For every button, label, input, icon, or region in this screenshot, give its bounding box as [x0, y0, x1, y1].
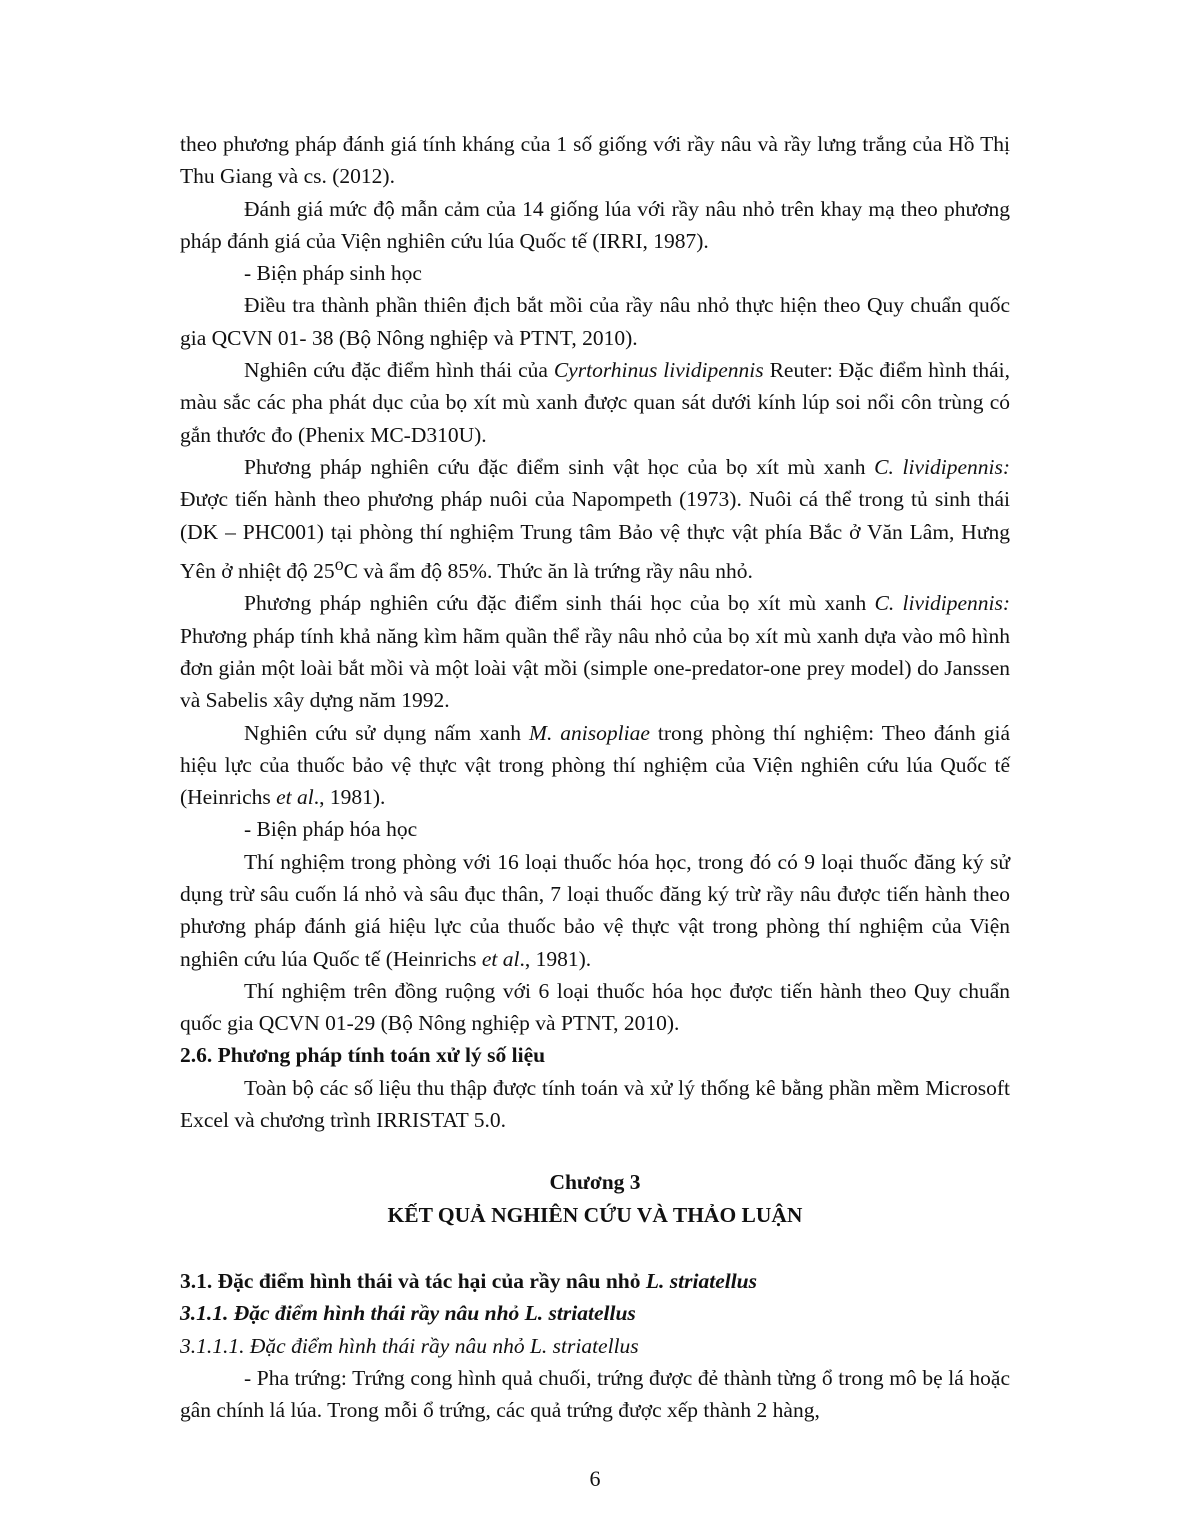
paragraph-text: theo phương pháp đánh giá tính kháng của 1 số giống với rầy nâu và rầy lưng trắng của Hồ Thị Thu Giang và cs. (2012). — [180, 132, 1010, 189]
paragraph-p8 — [180, 717, 1010, 814]
document-page — [180, 128, 1010, 1426]
paragraph-text: Được tiến hành theo phương pháp nuôi của Napompeth (1973). Nuôi cá thể trong tủ sinh thái (DK – PHC001) tại phòng thí nghiệm Trung tâm Bảo vệ thực vật phía Bắc ở Văn Lâm, Hưng Yên ở nhiệt độ 25 — [180, 487, 1010, 584]
paragraph-text: - Biện pháp hóa học — [244, 817, 418, 842]
paragraph-p2 — [180, 193, 1010, 258]
paragraph-text: trong phòng thí nghiệm: Theo đánh giá hiệu lực của thuốc bảo vệ thực vật trong phòng thí nghiệm của Viện nghiên cứu lúa Quốc tế (Heinrichs — [180, 720, 1010, 810]
paragraph-p5 — [180, 354, 1010, 451]
paragraph-text: - Biện pháp sinh học — [244, 261, 422, 286]
superscript-text: o — [334, 553, 344, 574]
methods-paragraphs — [180, 128, 1010, 1039]
italic-text: C. lividipennis: — [874, 591, 1010, 616]
italic-text: et al — [276, 785, 314, 810]
paragraph-text: Thí nghiệm trong phòng với 16 loại thuốc hóa học, trong đó có 9 loại thuốc đăng ký sử dụng trừ sâu cuốn lá nhỏ và sâu đục thân, 7 loại thuốc đăng ký trừ rầy nâu được tiến hành theo phương pháp đánh giá hiệu lực của thuốc bảo vệ thực vật trong phòng thí nghiệm của Viện nghiên cứu lúa Quốc tế (Heinrichs — [180, 849, 1010, 971]
section-3-1-heading-text: 3.1. Đặc điểm hình thái và tác hại của rầy nâu nhỏ — [180, 1268, 646, 1293]
paragraph-text: ., 1981). — [313, 785, 386, 810]
section-3-1-1-1-heading: 3.1.1.1. Đặc điểm hình thái rầy nâu nhỏ L. striatellus — [180, 1333, 639, 1358]
section-3-1-heading-species: L. striatellus — [645, 1268, 758, 1293]
paragraph-text: ., 1981). — [519, 946, 592, 971]
section-3-1-1-1-body: - Pha trứng: Trứng cong hình quả chuối, trứng được đẻ thành từng ổ trong mô bẹ lá hoặc gân chính lá lúa. Trong mỗi ổ trứng, các quả trứng được xếp thành 2 hàng, — [180, 1365, 1010, 1423]
paragraph-p3 — [180, 257, 1010, 289]
paragraph-text: C và ẩm độ 85%. Thức ăn là trứng rầy nâu nhỏ. — [343, 559, 753, 584]
chapter-title: KẾT QUẢ NGHIÊN CỨU VÀ THẢO LUẬN — [387, 1202, 803, 1227]
page-number: 6 — [589, 1466, 601, 1491]
paragraph-text: Phương pháp nghiên cứu đặc điểm sinh vật học của bọ xít mù xanh — [244, 454, 875, 479]
section-3-1-1-heading: 3.1.1. Đặc điểm hình thái rầy nâu nhỏ L. striatellus — [180, 1301, 636, 1326]
chapter-number: Chương 3 — [549, 1170, 641, 1195]
paragraph-text: Nghiên cứu sử dụng nấm xanh — [244, 720, 530, 745]
section-3-1-heading — [180, 1265, 1010, 1297]
paragraph-p10 — [180, 846, 1010, 975]
italic-text: C. lividipennis: — [874, 454, 1010, 479]
section-2-6-heading: 2.6. Phương pháp tính toán xử lý số liệu — [180, 1043, 546, 1068]
paragraph-text: Điều tra thành phần thiên địch bắt mồi của rầy nâu nhỏ thực hiện theo Quy chuẩn quốc gia QCVN 01- 38 (Bộ Nông nghiệp và PTNT, 2010). — [180, 293, 1010, 350]
paragraph-p11 — [180, 975, 1010, 1040]
paragraph-text: Phương pháp tính khả năng kìm hãm quần thể rầy nâu nhỏ của bọ xít mù xanh dựa vào mô hình đơn giản một loài bắt mồi và một loài vật mồi (simple one-predator-one prey model) do Janssen và Sabelis xây dựng năm 1992. — [180, 623, 1010, 713]
paragraph-p7 — [180, 587, 1010, 716]
italic-text: Cyrtorhinus lividipennis — [553, 358, 764, 383]
paragraph-p9 — [180, 813, 1010, 845]
italic-text: M. anisopliae — [529, 720, 650, 745]
paragraph-p4 — [180, 289, 1010, 354]
section-2-6-body: Toàn bộ các số liệu thu thập được tính toán và xử lý thống kê bằng phần mềm Microsoft Excel và chương trình IRRISTAT 5.0. — [180, 1075, 1010, 1133]
italic-text: et al — [481, 946, 520, 971]
paragraph-text: Reuter: Đặc điểm hình thái, màu sắc các pha phát dục của bọ xít mù xanh được quan sát dưới kính lúp soi nổi côn trùng có gắn thước đo (Phenix MC-D310U). — [180, 358, 1010, 447]
paragraph-text: Đánh giá mức độ mẫn cảm của 14 giống lúa với rầy nâu nhỏ trên khay mạ theo phương pháp đánh giá của Viện nghiên cứu lúa Quốc tế (IRRI, 1987). — [180, 196, 1010, 253]
paragraph-text: Phương pháp nghiên cứu đặc điểm sinh thái học của bọ xít mù xanh — [244, 591, 875, 616]
paragraph-p6 — [180, 451, 1010, 587]
paragraph-text: Nghiên cứu đặc điểm hình thái của — [244, 358, 554, 383]
chapter-heading — [180, 1166, 1010, 1231]
paragraph-text: Thí nghiệm trên đồng ruộng với 6 loại thuốc hóa học được tiến hành theo Quy chuẩn quốc gia QCVN 01-29 (Bộ Nông nghiệp và PTNT, 2010). — [180, 978, 1010, 1036]
paragraph-p1 — [180, 128, 1010, 193]
